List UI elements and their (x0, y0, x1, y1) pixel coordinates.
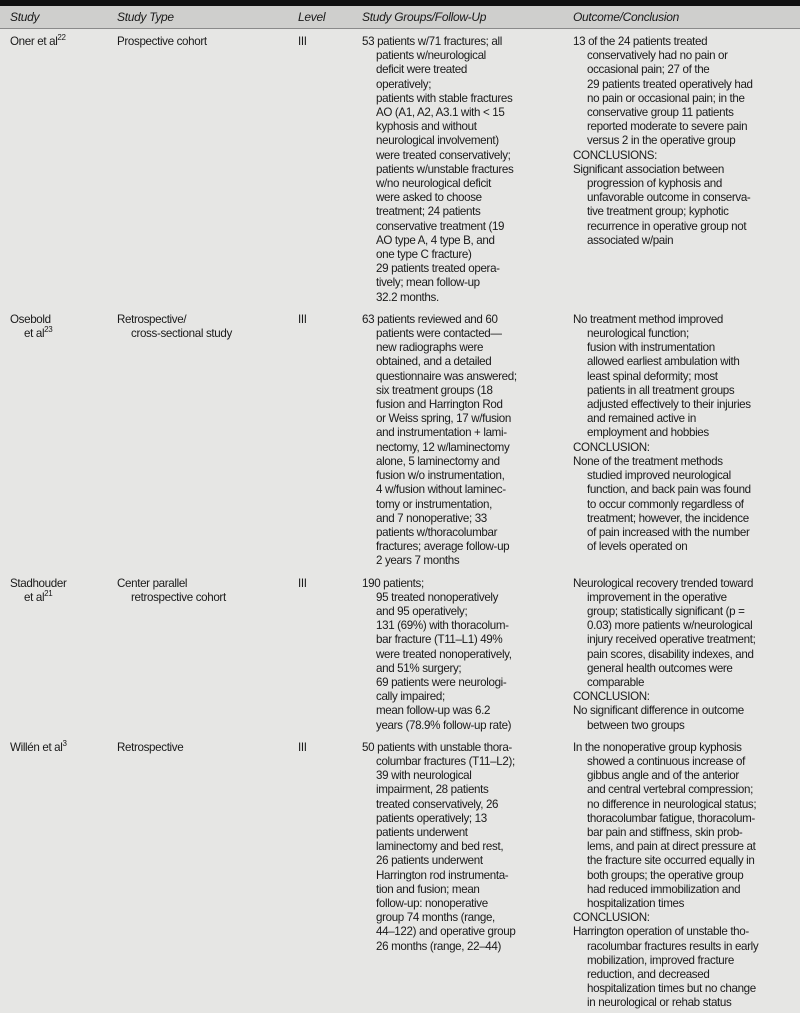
outcome-line: of levels operated on (587, 540, 688, 554)
evidence-level: III (298, 312, 307, 326)
outcome-line: of pain increased with the number (587, 525, 750, 539)
outcome-line: treatment; however, the incidence (587, 511, 749, 525)
header-groups: Study Groups/Follow-Up (362, 10, 487, 24)
groups-line: patients were contacted— (376, 327, 502, 341)
outcome-line: showed a continuous increase of (587, 754, 746, 768)
outcome-line: studied improved neurological (587, 469, 731, 483)
groups-line: 95 treated nonoperatively (376, 590, 499, 604)
outcome-line: mobilization, improved fracture (587, 953, 735, 967)
outcome-line: Neurological recovery trended toward (573, 576, 754, 590)
groups-line: 4 w/fusion without laminec- (376, 483, 506, 497)
outcome-line: hospitalization times (587, 896, 685, 910)
groups-line: conservative treatment (19 (376, 219, 505, 233)
groups-line: tively; mean follow-up (376, 276, 480, 290)
table-row (0, 735, 800, 1013)
groups-line: AO type A, 4 type B, and (376, 233, 495, 247)
outcome-line: unfavorable outcome in conserva- (587, 191, 751, 205)
outcome-line: conservatively had no pain or (587, 49, 728, 63)
groups-line: bar fracture (T11–L1) 49% (376, 633, 503, 647)
groups-line: 29 patients treated opera- (376, 262, 500, 276)
study-cell (10, 313, 52, 341)
table-row (0, 571, 800, 735)
outcome-line: CONCLUSION: (573, 911, 650, 925)
study-cell (10, 738, 67, 755)
groups-cell (362, 313, 573, 569)
outcome-line: general health outcomes were (587, 661, 733, 675)
evidence-level: III (298, 35, 307, 48)
outcome-line: conservative group 11 patients (587, 106, 734, 120)
level-cell (298, 35, 307, 49)
outcome-line: no pain or occasional pain; in the (587, 91, 745, 105)
study-etal: et al (24, 327, 45, 341)
outcome-line: No treatment method improved (573, 312, 724, 326)
groups-line: follow-up: nonoperative (376, 896, 488, 910)
outcome-line: Harrington operation of unstable tho- (573, 925, 749, 939)
study-type-line: retrospective cohort (131, 590, 226, 604)
reference-number: 22 (57, 33, 66, 43)
groups-line: 50 patients with unstable thora- (362, 740, 512, 754)
groups-line: tomy or instrumentation, (376, 497, 492, 511)
outcome-line: bar pain and stiffness, skin prob- (587, 825, 743, 839)
study-cell (10, 577, 66, 605)
reference-number: 21 (44, 588, 53, 598)
groups-line: 190 patients; (362, 576, 424, 590)
outcome-line: 0.03) more patients w/neurological (587, 619, 753, 633)
header-study-type: Study Type (117, 10, 174, 24)
outcome-line: occasional pain; 27 of the (587, 63, 710, 77)
groups-line: new radiographs were (376, 341, 484, 355)
groups-line: and 95 operatively; (376, 604, 468, 618)
outcome-line: racolumbar fractures results in early (587, 939, 759, 953)
outcome-line: in neurological or rehab status (587, 996, 732, 1010)
groups-line: or Weiss spring, 17 w/fusion (376, 412, 511, 426)
groups-cell (362, 741, 573, 1011)
table-row (0, 29, 800, 307)
header-level: Level (298, 10, 326, 24)
groups-line: patients operatively; 13 (376, 811, 487, 825)
groups-line: impairment, 28 patients (376, 783, 489, 797)
outcome-cell (573, 313, 800, 569)
groups-line: mean follow-up was 6.2 (376, 704, 491, 718)
study-type-line: Prospective cohort (117, 35, 207, 48)
outcome-line: improvement in the operative (587, 590, 727, 604)
groups-line: operatively; (376, 77, 432, 91)
study-type-line: Retrospective/ (117, 312, 187, 326)
outcome-line: thoracolumbar fatigue, thoracolum- (587, 811, 755, 825)
outcome-line: and central vertebral compression; (587, 783, 753, 797)
outcome-line: versus 2 in the operative group (587, 134, 736, 148)
header-study: Study (10, 10, 40, 24)
outcome-line: both groups; the operative group (587, 868, 744, 882)
groups-line: 26 months (range, 22–44) (376, 939, 502, 953)
groups-line: patients with stable fractures (376, 91, 513, 105)
groups-line: and 51% surgery; (376, 661, 462, 675)
outcome-line: reduction, and decreased (587, 968, 710, 981)
outcome-line: least spinal deformity; most (587, 369, 718, 383)
groups-line: fusion and Harrington Rod (376, 398, 503, 412)
level-cell (298, 313, 307, 327)
groups-line: patients w/thoracolumbar (376, 525, 498, 539)
study-etal: et al (42, 740, 63, 754)
outcome-line: the fracture site occurred equally in (587, 854, 755, 868)
study-name (10, 738, 67, 755)
groups-line: six treatment groups (18 (376, 383, 493, 397)
outcome-line: 13 of the 24 patients treated (573, 35, 708, 48)
study-name (10, 35, 66, 49)
outcome-line: injury received operative treatment; (587, 633, 756, 647)
outcome-line: CONCLUSION: (573, 440, 650, 454)
study-type-line: Center parallel (117, 576, 188, 590)
outcome-cell (573, 35, 800, 305)
outcome-line: associated w/pain (587, 233, 674, 247)
header-outcome: Outcome/Conclusion (573, 10, 679, 24)
outcome-line: patients in all treatment groups (587, 383, 735, 397)
groups-line: alone, 5 laminectomy and (376, 454, 500, 468)
outcome-line: group; statistically significant (p = (587, 604, 745, 618)
outcome-line: neurological function; (587, 327, 689, 341)
groups-line: 39 with neurological (376, 769, 472, 783)
groups-line: w/no neurological deficit (376, 177, 491, 191)
groups-line: deficit were treated (376, 63, 467, 77)
groups-line: 32.2 months. (376, 290, 439, 304)
groups-line: obtained, and a detailed (376, 355, 492, 369)
outcome-line: tive treatment group; kyphotic (587, 205, 729, 219)
outcome-line: and remained active in (587, 412, 696, 426)
study-type-line: Retrospective (117, 740, 184, 754)
groups-line: were treated conservatively; (376, 148, 511, 162)
study-author: Stadhouder (10, 576, 67, 590)
outcome-line: function, and back pain was found (587, 483, 751, 497)
groups-cell (362, 35, 573, 305)
groups-line: 131 (69%) with thoracolum- (376, 619, 509, 633)
groups-line: group 74 months (range, (376, 911, 495, 925)
outcome-line: None of the treatment methods (573, 454, 723, 468)
study-etal: et al (24, 590, 45, 604)
groups-line: 53 patients w/71 fractures; all (362, 35, 502, 48)
groups-line: questionnaire was answered; (376, 369, 517, 383)
study-etal-line (10, 588, 66, 605)
groups-line: and instrumentation + lami- (376, 426, 507, 440)
study-cell (10, 35, 66, 49)
table-header (0, 6, 800, 29)
outcome-line: hospitalization times but no change (587, 982, 756, 996)
outcome-line: employment and hobbies (587, 426, 709, 440)
study-type-cell (117, 741, 183, 755)
study-author: Osebold (10, 312, 51, 326)
reference-number: 3 (62, 738, 67, 748)
outcome-line: gibbus angle and of the anterior (587, 769, 739, 783)
outcome-cell (573, 741, 800, 1011)
groups-line: treatment; 24 patients (376, 205, 481, 219)
groups-line: 2 years 7 months (376, 554, 460, 568)
level-cell (298, 741, 307, 755)
outcome-line: fusion with instrumentation (587, 341, 715, 355)
study-type-cell (117, 577, 226, 605)
level-cell (298, 577, 307, 591)
groups-line: laminectomy and bed rest, (376, 840, 504, 854)
study-type-line: cross-sectional study (131, 327, 232, 341)
study-etal-line (10, 327, 52, 341)
outcome-line: CONCLUSIONS: (573, 148, 658, 162)
groups-line: treated conservatively, 26 (376, 797, 499, 811)
outcome-line: had reduced immobilization and (587, 882, 741, 896)
reference-number: 23 (44, 325, 53, 335)
outcome-line: CONCLUSION: (573, 690, 650, 704)
groups-line: 26 patients underwent (376, 854, 483, 868)
outcome-line: reported moderate to severe pain (587, 120, 748, 134)
outcome-line: recurrence in operative group not (587, 219, 747, 233)
groups-line: AO (A1, A2, A3.1 with < 15 (376, 106, 505, 120)
groups-line: years (78.9% follow-up rate) (376, 718, 512, 732)
groups-line: fractures; average follow-up (376, 540, 510, 554)
groups-line: 44–122) and operative group (376, 925, 516, 939)
groups-line: patients underwent (376, 825, 468, 839)
outcome-line: allowed earliest ambulation with (587, 355, 740, 369)
study-author: Willén (10, 740, 40, 754)
outcome-line: no difference in neurological status; (587, 797, 757, 811)
study-type-cell (117, 35, 207, 49)
groups-line: nectomy, 12 w/laminectomy (376, 440, 510, 454)
groups-line: 69 patients were neurologi- (376, 675, 507, 689)
evidence-level: III (298, 740, 307, 754)
groups-line: Harrington rod instrumenta- (376, 868, 509, 882)
evidence-level: III (298, 576, 307, 590)
study-type-cell (117, 313, 232, 341)
groups-line: columbar fractures (T11–L2); (376, 754, 515, 768)
outcome-line: pain scores, disability indexes, and (587, 647, 754, 661)
groups-line: kyphosis and without (376, 120, 477, 134)
outcome-line: lems, and pain at direct pressure at (587, 840, 756, 854)
groups-line: patients w/neurological (376, 49, 486, 63)
outcome-line: Significant association between (573, 162, 724, 176)
groups-cell (362, 577, 573, 733)
groups-line: 63 patients reviewed and 60 (362, 312, 498, 326)
outcome-line: between two groups (587, 718, 685, 732)
outcome-cell (573, 577, 800, 733)
study-etal: et al (37, 35, 58, 48)
table-row (0, 307, 800, 571)
outcome-line: comparable (587, 675, 645, 689)
groups-line: and 7 nonoperative; 33 (376, 511, 487, 525)
outcome-line: progression of kyphosis and (587, 177, 722, 191)
groups-line: neurological involvement) (376, 134, 499, 148)
groups-line: tion and fusion; mean (376, 882, 480, 896)
outcome-line: 29 patients treated operatively had (587, 77, 753, 91)
groups-line: were asked to choose (376, 191, 482, 205)
outcome-line: In the nonoperative group kyphosis (573, 740, 742, 754)
groups-line: cally impaired; (376, 690, 445, 704)
groups-line: fusion w/o instrumentation, (376, 469, 505, 483)
table-body (0, 29, 800, 1013)
groups-line: patients w/unstable fractures (376, 162, 514, 176)
outcome-line: adjusted effectively to their injuries (587, 398, 751, 412)
groups-line: were treated nonoperatively, (376, 647, 512, 661)
outcome-line: to occur commonly regardless of (587, 497, 744, 511)
outcome-line: No significant difference in outcome (573, 704, 744, 718)
groups-line: one type C fracture) (376, 248, 472, 262)
study-author: Oner (10, 35, 35, 48)
